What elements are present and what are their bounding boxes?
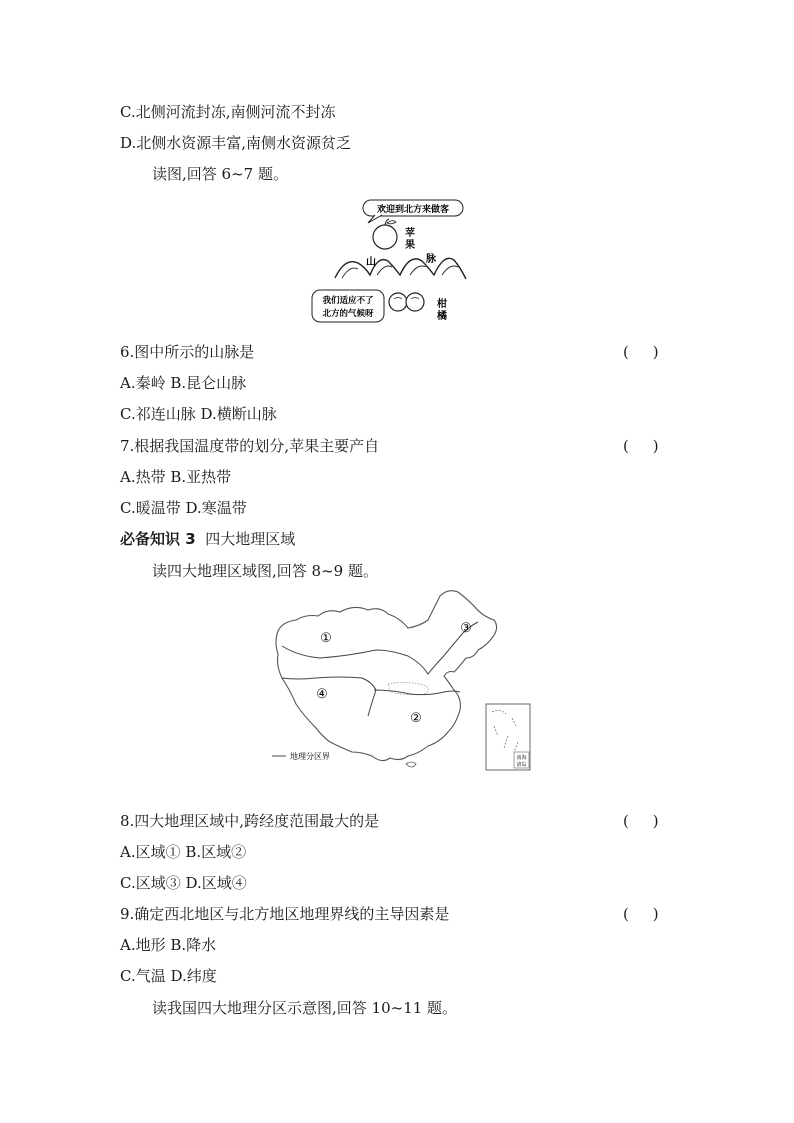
region-label-2: ② <box>410 711 422 726</box>
mountain-label-right: 脉 <box>426 254 436 265</box>
region-label-4: ④ <box>316 687 328 702</box>
q7-stem: 7.根据我国温度带的划分,苹果主要产自 <box>120 437 380 455</box>
mountain-label-left: 山 <box>366 257 376 268</box>
q7-options-cd: C.暖温带 D.寒温带 <box>120 499 247 517</box>
intro-6-7: 读图,回答 6~7 题。 <box>152 165 288 183</box>
apple-label-1: 苹 <box>405 228 415 239</box>
orange-label-2: 橘 <box>437 311 447 322</box>
region-label-1: ① <box>320 631 332 646</box>
china-outline <box>276 591 497 761</box>
orange-icon <box>389 293 424 311</box>
inset-label-line1: 南海 <box>516 755 527 761</box>
inset-label-line2: 诸岛 <box>516 762 527 768</box>
q8-options-ab: A.区域① B.区域② <box>120 843 247 861</box>
intro-8-9: 读四大地理区域图,回答 8~9 题。 <box>152 562 378 580</box>
intro-10-11: 读我国四大地理分区示意图,回答 10~11 题。 <box>152 999 458 1017</box>
q8-stem: 8.四大地理区域中,跨经度范围最大的是 <box>120 812 380 830</box>
q9-stem: 9.确定西北地区与北方地区地理界线的主导因素是 <box>120 905 450 923</box>
orange-bubble-line1: 我们适应不了 <box>322 296 374 306</box>
q9-answer-paren: ( ) <box>623 905 659 923</box>
q6-answer-paren: ( ) <box>623 343 659 361</box>
orange-bubble-line2: 北方的气候呀 <box>322 309 374 319</box>
q7-options-ab: A.热带 B.亚热带 <box>120 468 232 486</box>
figure-china-regions-map <box>268 586 533 774</box>
apple-label-2: 果 <box>405 240 415 251</box>
section-subtitle: 四大地理区域 <box>205 530 296 548</box>
q6-stem: 6.图中所示的山脉是 <box>120 343 255 361</box>
q6-options-ab: A.秦岭 B.昆仑山脉 <box>120 374 247 392</box>
mountain-range-icon <box>335 258 466 279</box>
orange-label-1: 柑 <box>437 299 447 310</box>
apple-icon <box>373 219 397 249</box>
figure-apple-orange-cartoon <box>322 195 480 327</box>
q6-options-cd: C.祁连山脉 D.横断山脉 <box>120 405 277 423</box>
q9-options-ab: A.地形 B.降水 <box>120 936 217 954</box>
section-heading <box>120 529 295 549</box>
legend-label: 地理分区界 <box>290 752 330 761</box>
q8-answer-paren: ( ) <box>623 812 659 830</box>
q8-options-cd: C.区域③ D.区域④ <box>120 874 247 892</box>
section-title: 必备知识 3 <box>120 530 196 548</box>
region-label-3: ③ <box>460 621 472 636</box>
q5-option-c: C.北侧河流封冻,南侧河流不封冻 <box>120 103 336 121</box>
q7-answer-paren: ( ) <box>623 437 659 455</box>
q9-options-cd: C.气温 D.纬度 <box>120 967 217 985</box>
q5-option-d: D.北侧水资源丰富,南侧水资源贫乏 <box>120 134 352 152</box>
apple-bubble-text: 欢迎到北方来做客 <box>376 205 450 215</box>
